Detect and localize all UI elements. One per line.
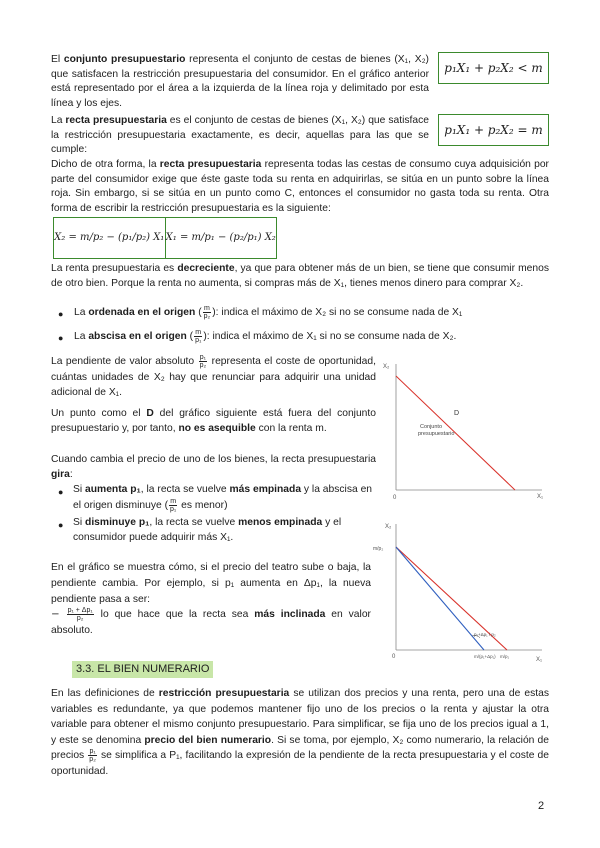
intercept-x1-label: m/(p₁+Δp₁)	[474, 654, 496, 659]
bullet-ordenada: La ordenada en el origen ( $\frac{m}{\text{p₂}}$ ): indica el máximo de X₂ si no se consume nada de X₁	[74, 305, 463, 320]
bullet-disminuye: Si disminuye p₁, la recta se vuelve menos empinada y el consumidor puede adquirir más X₁.	[73, 517, 342, 543]
section-heading: 3.3. EL BIEN NUMERARIO	[72, 661, 213, 678]
x2-axis-label: X₂	[383, 364, 390, 370]
bullet-dot: ●	[58, 333, 64, 343]
formula-box-equality	[438, 114, 549, 146]
page-number: 2	[538, 800, 545, 812]
origin-label: 0	[392, 654, 396, 660]
formula-box-alternative	[53, 217, 277, 259]
paragraph-grafico: En el gráfico se muestra cómo, si el precio del teatro sube o baja, la pendiente cambia. Por ejemplo, si p₁ aumenta en Δp₁, la nueva pendiente pasa a ser: − $\frac{\text{p₁ + Δp₁}}{\text{p₂}}$ lo que hace que la recta sea más inclinada en valor absoluto.	[51, 562, 371, 637]
paragraph-pendiente: La pendiente de valor absoluto $\frac{\text{p₁}}{\text{p₂}}$ representa el coste de oportunidad, cuántas unidades de X₂ hay que renunciar para adquirir una unidad adicional de X₁.	[51, 354, 376, 399]
paragraph-conjunto: El conjunto presupuestario representa el conjunto de cestas de bienes (X₁, X₂) que satisfacen la restricción presupuestaria del consumidor. En el gráfico anterior está representado por el área a la izquierda de la línea roja y delimitado por esta línea y los ejes.	[51, 54, 429, 109]
blue-budget-line	[396, 547, 484, 650]
x2-axis-label: X₂	[385, 524, 392, 530]
paragraph-decreciente: La renta presupuestaria es decreciente, ya que para obtener más de un bien, se tiene que consumir menos de otro bien. Porque la renta no aumenta, si compras más de X₁, tienes menos dinero para comprar X₂.	[51, 263, 550, 289]
slope-label: p₁+Δp₁ / p₂	[474, 632, 496, 637]
paragraph-gira: Cuando cambia el precio de uno de los bienes, la recta presupuestaria gira:	[51, 454, 376, 480]
budget-line	[396, 376, 515, 490]
bullet-dot: ●	[58, 309, 64, 319]
set-label-2: presupuestario	[418, 431, 455, 437]
paragraph-recta: La recta presupuestaria es el conjunto de cestas de bienes (X₁, X₂) que satisface la restricción presupuestaria exactamente, es decir, aquellas para las que se cumple:	[51, 115, 429, 156]
formula-inequality: p₁X₁ + p₂X₂ < m	[444, 60, 543, 75]
fraction-m-p2: $\frac{m}{\text{p₂}}$	[203, 305, 211, 320]
bullet-dot: ●	[58, 520, 64, 530]
origin-label: 0	[393, 495, 397, 501]
x1-axis-label: X₁	[536, 657, 543, 663]
budget-graph-1	[380, 356, 550, 506]
paragraph-punto-d: Un punto como el D del gráfico siguiente está fuera del conjunto presupuestario y, por tanto, no es asequible con la renta m.	[51, 408, 376, 434]
intercept-x2-label: m/p₁	[500, 654, 510, 659]
bullet-aumenta: Si aumenta p₁, la recta se vuelve más empinada y la abscisa en el origen disminuye ( $\frac{m}{\text{p₁}}$ es menor)	[73, 484, 373, 513]
fraction-m-p1: $\frac{m}{\text{p₁}}$	[170, 497, 177, 513]
bullet-abscisa: La abscisa en el origen ( $\frac{m}{\text{p₁}}$ ): indica el máximo de X₁ si no se consume nada de X₂.	[74, 329, 457, 344]
formula-x1: X₁ = m/p₁ − (p₂/p₁) X₂	[165, 231, 276, 243]
formula-box-inequality	[438, 52, 549, 84]
bullet-dot: ●	[58, 487, 64, 497]
x1-axis-label: X₁	[537, 494, 544, 500]
fraction-p1-p2: $\frac{\text{p₁}}{\text{p₂}}$	[199, 354, 207, 369]
fraction-new-slope: $\frac{\text{p₁ + Δp₁}}{\text{p₂}}$	[67, 607, 93, 623]
paragraph-numerario: En las definiciones de restricción presupuestaria se utilizan dos precios y una renta, pero una de estas variables es redundante, ya que podemos mantener fijo uno de los precios o la renta y ajustar la otra variable para obtener el mismo conjunto presupuestario. Para simplificar, se fija uno de los precios igual a 1, y este se denomina precio del bien numerario. Si se toma, por ejemplo, X₂ como numerario, la relación de precios $\frac{\text{p₁}}{\text{p₂}}$ se simplifica a P₁, facilitando la expresión de la pendiente de la recta presupuestaria y el coste de oportunidad.	[51, 688, 550, 778]
point-d-label: D	[454, 410, 460, 417]
intercept-y-label: m/p₂	[373, 546, 384, 552]
formula-x2: X₂ = m/p₂ − (p₁/p₂) X₁	[54, 218, 166, 258]
fraction-m-p1: $\frac{m}{\text{p₁}}$	[195, 329, 202, 344]
set-label-1: Conjunto	[420, 424, 443, 430]
paragraph-dicho: Dicho de otra forma, la recta presupuestaria representa todas las cestas de consumo cuya adquisición por parte del consumidor exige que éste gaste toda su renta en adquirirlas, se sitúa en un punto sobre la línea roja. Sin embargo, si se sitúa en un punto como C, entonces el consumidor no gasta toda su renta. Otra forma de escribir la restricción presupuestaria es la siguiente:	[51, 159, 549, 214]
fraction-p1-p2: $\frac{\text{p₁}}{\text{p₂}}$	[89, 748, 96, 764]
budget-graph-2	[372, 518, 550, 666]
formula-equality: p₁X₁ + p₂X₂ = m	[444, 122, 543, 137]
